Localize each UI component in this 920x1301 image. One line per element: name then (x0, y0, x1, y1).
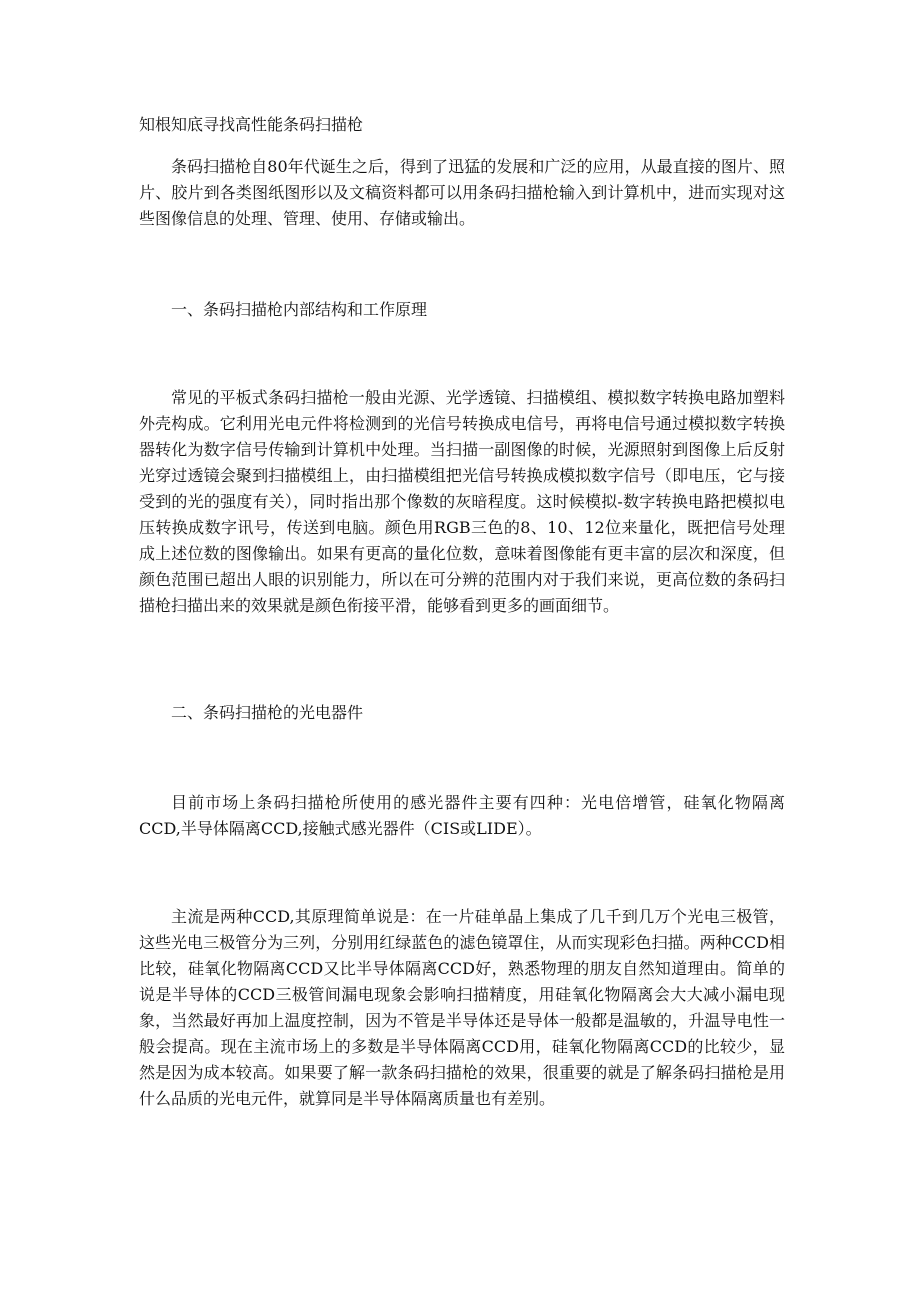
sensors-paragraph: 目前市场上条码扫描枪所使用的感光器件主要有四种：光电倍增管，硅氧化物隔离CCD,半导体隔离CCD,接触式感光器件（CIS或LIDE）。 (139, 793, 785, 838)
ccd-paragraph: 主流是两种CCD,其原理简单说是：在一片硅单晶上集成了几千到几万个光电三极管，这些光电三极管分为三列，分别用红绿蓝色的滤色镜罩住，从而实现彩色扫描。两种CCD相比较，硅氧化物隔离CCD又比半导体隔离CCD好，熟悉物理的朋友自然知道理由。简单的说是半导体的CCD三极管间漏电现象会影响扫描精度，用硅氧化物隔离会大大减小漏电现象，当然最好再加上温度控制，因为不管是半导体还是导体一般都是温敏的，升温导电性一般会提高。现在主流市场上的多数是半导体隔离CCD用，硅氧化物隔离CCD的比较少，显然是因为成本较高。如果要了解一款条码扫描枪的效果，很重要的就是了解条码扫描枪是用什么品质的光电元件，就算同是半导体隔离质量也有差别。 (139, 907, 785, 1108)
document-title: 知根知底寻找高性能条码扫描枪 (139, 115, 364, 134)
section-heading-structure: 一、条码扫描枪内部结构和工作原理 (171, 300, 428, 319)
structure-paragraph: 常见的平板式条码扫描枪一般由光源、光学透镜、扫描模组、模拟数字转换电路加塑料外壳构成。它利用光电元件将检测到的光信号转换成电信号，再将电信号通过模拟数字转换器转化为数字信号传输到计算机中处理。当扫描一副图像的时候，光源照射到图像上后反射光穿过透镜会聚到扫描模组上，由扫描模组把光信号转换成模拟数字信号（即电压，它与接受到的光的强度有关），同时指出那个像数的灰暗程度。这时候模拟-数字转换电路把模拟电压转换成数字讯号，传送到电脑。颜色用RGB三色的8、10、12位来量化，既把信号处理成上述位数的图像输出。如果有更高的量化位数，意味着图像能有更丰富的层次和深度，但颜色范围已超出人眼的识别能力，所以在可分辨的范围内对于我们来说，更高位数的条码扫描枪扫描出来的效果就是颜色衔接平滑，能够看到更多的画面细节。 (139, 388, 785, 615)
intro-paragraph: 条码扫描枪自80年代诞生之后，得到了迅猛的发展和广泛的应用，从最直接的图片、照片、胶片到各类图纸图形以及文稿资料都可以用条码扫描枪输入到计算机中，进而实现对这些图像信息的处理、管理、使用、存储或输出。 (139, 157, 785, 228)
section-heading-sensors: 二、条码扫描枪的光电器件 (171, 703, 364, 722)
